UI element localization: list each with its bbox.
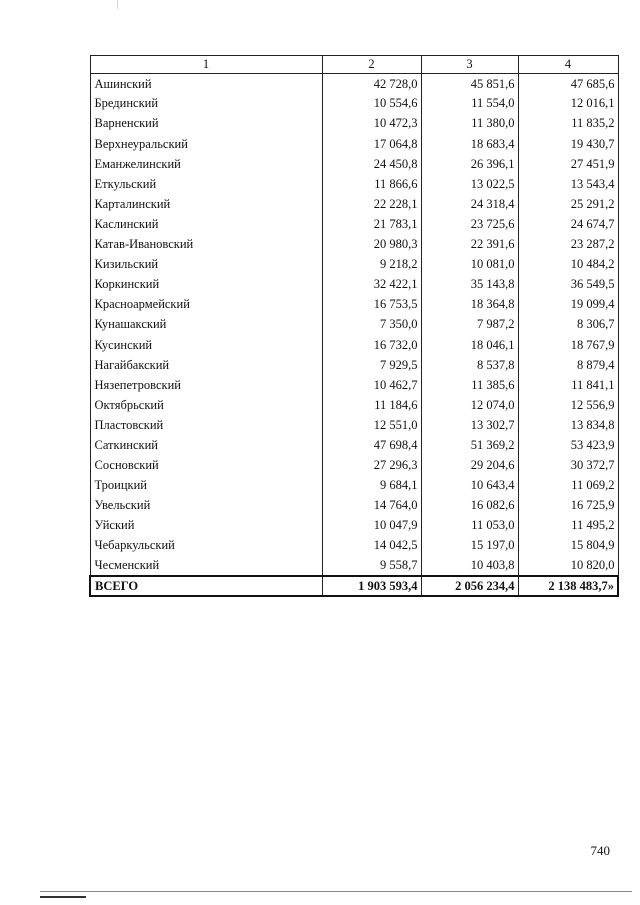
value-cell: 27 296,3 — [322, 455, 421, 475]
region-name: Пластовский — [90, 415, 322, 435]
value-cell: 13 543,4 — [518, 174, 618, 194]
region-name: Коркинский — [90, 274, 322, 294]
total-value: 1 903 593,4 — [322, 576, 421, 596]
value-cell: 9 558,7 — [322, 556, 421, 576]
region-name: Чесменский — [90, 556, 322, 576]
value-cell: 36 549,5 — [518, 274, 618, 294]
value-cell: 30 372,7 — [518, 455, 618, 475]
value-cell: 10 472,3 — [322, 114, 421, 134]
value-cell: 10 484,2 — [518, 254, 618, 274]
value-cell: 18 364,8 — [421, 295, 518, 315]
table-row — [90, 516, 618, 536]
value-cell: 29 204,6 — [421, 455, 518, 475]
value-cell: 11 380,0 — [421, 114, 518, 134]
total-label: ВСЕГО — [90, 576, 322, 596]
value-cell: 25 291,2 — [518, 194, 618, 214]
region-name: Каслинский — [90, 214, 322, 234]
value-cell: 7 987,2 — [421, 315, 518, 335]
value-cell: 10 554,6 — [322, 94, 421, 114]
value-cell: 16 082,6 — [421, 495, 518, 515]
region-name: Увельский — [90, 495, 322, 515]
region-name: Кунашакский — [90, 315, 322, 335]
region-name: Троицкий — [90, 475, 322, 495]
value-cell: 10 643,4 — [421, 475, 518, 495]
column-header: 1 — [90, 56, 322, 74]
region-name: Нязепетровский — [90, 375, 322, 395]
region-name: Саткинский — [90, 435, 322, 455]
region-name: Кусинский — [90, 335, 322, 355]
value-cell: 13 022,5 — [421, 174, 518, 194]
value-cell: 19 430,7 — [518, 134, 618, 154]
value-cell: 16 725,9 — [518, 495, 618, 515]
value-cell: 53 423,9 — [518, 435, 618, 455]
table-row — [90, 395, 618, 415]
value-cell: 22 228,1 — [322, 194, 421, 214]
column-header: 4 — [518, 56, 618, 74]
value-cell: 15 804,9 — [518, 536, 618, 556]
value-cell: 11 835,2 — [518, 114, 618, 134]
table-row — [90, 315, 618, 335]
value-cell: 24 450,8 — [322, 154, 421, 174]
value-cell: 23 287,2 — [518, 234, 618, 254]
value-cell: 45 851,6 — [421, 74, 518, 94]
value-cell: 35 143,8 — [421, 274, 518, 294]
value-cell: 10 081,0 — [421, 254, 518, 274]
region-name: Уйский — [90, 516, 322, 536]
value-cell: 14 042,5 — [322, 536, 421, 556]
region-name: Верхнеуральский — [90, 134, 322, 154]
value-cell: 7 350,0 — [322, 315, 421, 335]
region-name: Сосновский — [90, 455, 322, 475]
value-cell: 8 879,4 — [518, 355, 618, 375]
table-row — [90, 134, 618, 154]
value-cell: 13 834,8 — [518, 415, 618, 435]
region-name: Катав-Ивановский — [90, 234, 322, 254]
value-cell: 11 069,2 — [518, 475, 618, 495]
table-row — [90, 435, 618, 455]
header-row — [90, 56, 618, 74]
footer-rule-accent — [40, 896, 86, 898]
value-cell: 42 728,0 — [322, 74, 421, 94]
value-cell: 51 369,2 — [421, 435, 518, 455]
value-cell: 13 302,7 — [421, 415, 518, 435]
value-cell: 47 698,4 — [322, 435, 421, 455]
region-name: Брединский — [90, 94, 322, 114]
table-row — [90, 114, 618, 134]
value-cell: 11 053,0 — [421, 516, 518, 536]
table-row — [90, 415, 618, 435]
value-cell: 27 451,9 — [518, 154, 618, 174]
value-cell: 10 820,0 — [518, 556, 618, 576]
value-cell: 8 537,8 — [421, 355, 518, 375]
value-cell: 14 764,0 — [322, 495, 421, 515]
value-cell: 22 391,6 — [421, 234, 518, 254]
value-cell: 24 318,4 — [421, 194, 518, 214]
region-name: Еманжелинский — [90, 154, 322, 174]
region-name: Октябрьский — [90, 395, 322, 415]
value-cell: 47 685,6 — [518, 74, 618, 94]
table-row — [90, 556, 618, 576]
total-value: 2 138 483,7» — [518, 576, 618, 596]
value-cell: 19 099,4 — [518, 295, 618, 315]
value-cell: 32 422,1 — [322, 274, 421, 294]
region-name: Карталинский — [90, 194, 322, 214]
value-cell: 10 462,7 — [322, 375, 421, 395]
column-header: 3 — [421, 56, 518, 74]
table-row — [90, 154, 618, 174]
table-row — [90, 475, 618, 495]
region-name: Еткульский — [90, 174, 322, 194]
value-cell: 10 403,8 — [421, 556, 518, 576]
total-value: 2 056 234,4 — [421, 576, 518, 596]
table-row — [90, 355, 618, 375]
region-name: Нагайбакский — [90, 355, 322, 375]
region-name: Кизильский — [90, 254, 322, 274]
table-row — [90, 495, 618, 515]
value-cell: 11 184,6 — [322, 395, 421, 415]
scan-mark — [117, 0, 118, 9]
table-row — [90, 536, 618, 556]
value-cell: 12 074,0 — [421, 395, 518, 415]
table-row — [90, 335, 618, 355]
value-cell: 16 732,0 — [322, 335, 421, 355]
value-cell: 11 495,2 — [518, 516, 618, 536]
value-cell: 9 218,2 — [322, 254, 421, 274]
value-cell: 11 866,6 — [322, 174, 421, 194]
value-cell: 11 841,1 — [518, 375, 618, 395]
value-cell: 8 306,7 — [518, 315, 618, 335]
region-name: Варненский — [90, 114, 322, 134]
value-cell: 24 674,7 — [518, 214, 618, 234]
table-row — [90, 174, 618, 194]
value-cell: 16 753,5 — [322, 295, 421, 315]
table-row — [90, 94, 618, 114]
value-cell: 15 197,0 — [421, 536, 518, 556]
value-cell: 18 767,9 — [518, 335, 618, 355]
table-row — [90, 234, 618, 254]
table-row — [90, 295, 618, 315]
value-cell: 20 980,3 — [322, 234, 421, 254]
table-row — [90, 254, 618, 274]
footer-rule — [40, 891, 632, 892]
region-name: Ашинский — [90, 74, 322, 94]
value-cell: 17 064,8 — [322, 134, 421, 154]
value-cell: 11 385,6 — [421, 375, 518, 395]
page-number: 740 — [590, 843, 610, 858]
total-row — [90, 576, 618, 596]
column-header: 2 — [322, 56, 421, 74]
table-row — [90, 74, 618, 94]
value-cell: 18 683,4 — [421, 134, 518, 154]
value-cell: 12 556,9 — [518, 395, 618, 415]
table-row — [90, 455, 618, 475]
value-cell: 23 725,6 — [421, 214, 518, 234]
value-cell: 9 684,1 — [322, 475, 421, 495]
value-cell: 21 783,1 — [322, 214, 421, 234]
table-row — [90, 214, 618, 234]
value-cell: 10 047,9 — [322, 516, 421, 536]
value-cell: 18 046,1 — [421, 335, 518, 355]
value-cell: 12 016,1 — [518, 94, 618, 114]
region-name: Чебаркульский — [90, 536, 322, 556]
region-name: Красноармейский — [90, 295, 322, 315]
data-table — [89, 55, 619, 597]
value-cell: 26 396,1 — [421, 154, 518, 174]
table-row — [90, 375, 618, 395]
value-cell: 12 551,0 — [322, 415, 421, 435]
table-row — [90, 274, 618, 294]
value-cell: 11 554,0 — [421, 94, 518, 114]
value-cell: 7 929,5 — [322, 355, 421, 375]
table-row — [90, 194, 618, 214]
